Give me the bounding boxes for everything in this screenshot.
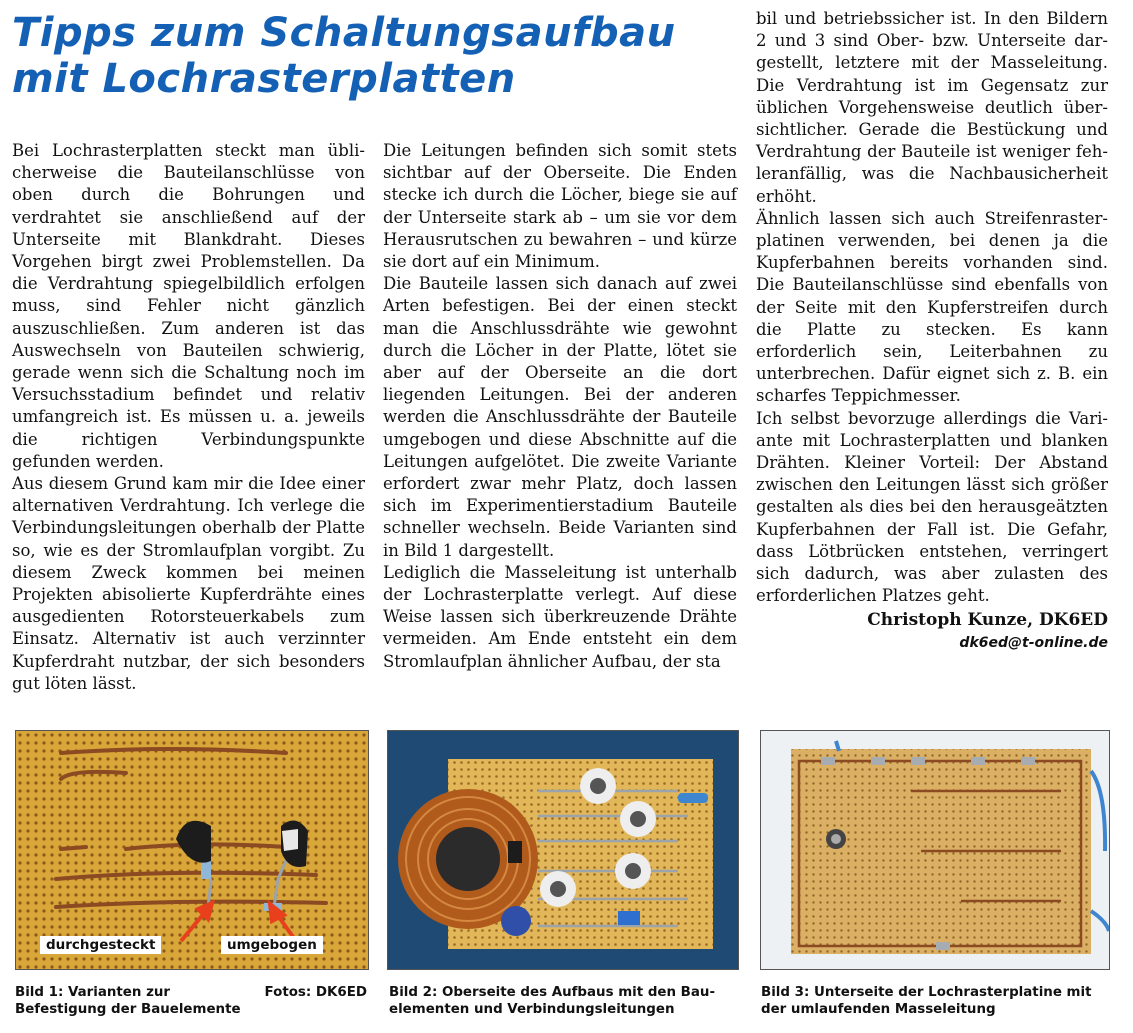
paragraph: Ähnlich lassen sich auch Streifenrasterplatinen verwenden, bei denen ja die Kupferbahnen bereits vorhanden sind. Die Bauteilanschlüsse sind ebenfalls von der Seite mit den Kupferstreifen durch die Platte zu stecken. Es kann erforderlich sein, Leiterbahnen zu unterbrechen. Dafür eignet sich z. B. ein scharfes Teppichmesser. — [756, 208, 1108, 406]
photo-credit: Fotos: DK6ED — [264, 985, 367, 1000]
paragraph: Lediglich die Masseleitung ist unterhalb der Lochrasterplatte verlegt. Auf diese Weise lassen sich überkreuzende Drähte vermeiden. Am Ende entsteht ein dem Stromlaufplan ähnlicher Aufbau, der sta — [383, 562, 737, 671]
author-email: dk6ed@t-online.de — [959, 634, 1108, 651]
paragraph: Bei Lochrasterplatten steckt man üblicherweise die Bauteilanschlüsse von oben durch die Bohrungen und verdrahtet sie anschließend auf der Unterseite mit Blankdraht. Dieses Vorgehen birgt zwei Problemstellen. Da die Verdrahtung spiegelbildlich erfolgen muss, sind Fehler nicht gänzlich auszuschließen. Zum anderen ist das Auswechseln von Bauteilen schwierig, gerade wenn sich die Schaltung noch im Versuchsstadium befindet und relativ umfangreich ist. Es müssen u. a. jeweils die richtigen Verbindungspunkte gefunden werden. — [12, 141, 365, 471]
label-umgebogen: umgebogen — [221, 936, 323, 954]
board-photo-3 — [761, 731, 1109, 969]
paragraph: Ich selbst bevorzuge allerdings die Variante mit Lochrasterplatten und blanken Drähten. Kleiner Vorteil: Der Abstand zwischen den Leitungen lässt sich größer gestalten als dies bei den herausgeätzten Kupferbahnen der Fall ist. Die Gefahr, dass Lötbrücken entstehen, verringert sich dadurch, was aber zulasten des erforderlichen Platzes geht. — [756, 408, 1108, 606]
paragraph: bil und betriebssicher ist. In den Bildern 2 und 3 sind Ober- bzw. Unterseite dargestellt, letztere mit der Masseleitung. Die Verdrahtung ist im Gegensatz zur üblichen Vorgehensweise deutlich übersichtlicher. Gerade die Bestückung und Verdrahtung der Bauteile ist weniger fehleranfällig, was die Nachbausicherheit erhöht. — [756, 9, 1108, 206]
paragraph: Aus diesem Grund kam mir die Idee einer alternativen Verdrahtung. Ich verlege die Verbindungsleitungen oberhalb der Platte so, wie es der Stromlaufplan vorgibt. Zu diesem Zweck kommen bei meinen Projekten abisolierte Kupferdrähte eines ausgedienten Rotorsteuerkabels zum Einsatz. Alternativ ist auch verzinnter Kupferdraht nutzbar, der sich besonders gut löten lässt. — [12, 474, 365, 693]
board-photo-1 — [16, 731, 368, 969]
article-title — [12, 10, 712, 102]
paragraph: Die Bauteile lassen sich danach auf zwei Arten befestigen. Bei der einen steckt man die Anschlussdrähte wie gewohnt durch die Löcher in der Platte, lötet sie aber auf der Oberseite an die dort liegenden Leitungen. Bei der anderen werden die Anschlussdrähte der Bauteile umgebogen und diese Abschnitte auf die Leitungen aufgelötet. Die zweite Variante erfordert zwar mehr Platz, doch lassen sich im Experimentierstadium Bauteile schneller wechseln. Beide Varianten sind in Bild 1 dargestellt. — [383, 274, 737, 560]
text-column-2 — [383, 140, 737, 673]
caption-text: Bild 1: Varianten zur Befestigung der Bauelemente — [15, 985, 241, 1017]
figure-1-caption — [15, 984, 367, 1018]
figure-3-photo — [760, 730, 1110, 970]
figure-2-photo — [387, 730, 739, 970]
title-line-1: Tipps zum Schaltungsaufbau — [12, 10, 676, 56]
paragraph: Die Leitungen befinden sich somit stets sichtbar auf der Oberseite. Die Enden stecke ich durch die Löcher, biege sie auf der Unterseite stark ab – um sie vor dem Herausrutschen zu bewahren – und kürze sie dort auf ein Minimum. — [383, 141, 737, 272]
figure-1-photo — [15, 730, 369, 970]
title-line-2: mit Lochrasterplatten — [12, 56, 516, 102]
label-durchgesteckt: durchgesteckt — [40, 936, 161, 954]
text-column-3 — [756, 8, 1108, 654]
text-column-1 — [12, 140, 365, 695]
figure-2-caption: Bild 2: Oberseite des Aufbaus mit den Bauelementen und Verbindungsleitungen — [389, 985, 716, 1017]
author-name: Christoph Kunze, DK6ED — [867, 610, 1108, 631]
board-photo-2 — [388, 731, 738, 969]
figure-3-caption: Bild 3: Unterseite der Lochrasterplatine mit der umlaufenden Masseleitung — [761, 985, 1092, 1017]
